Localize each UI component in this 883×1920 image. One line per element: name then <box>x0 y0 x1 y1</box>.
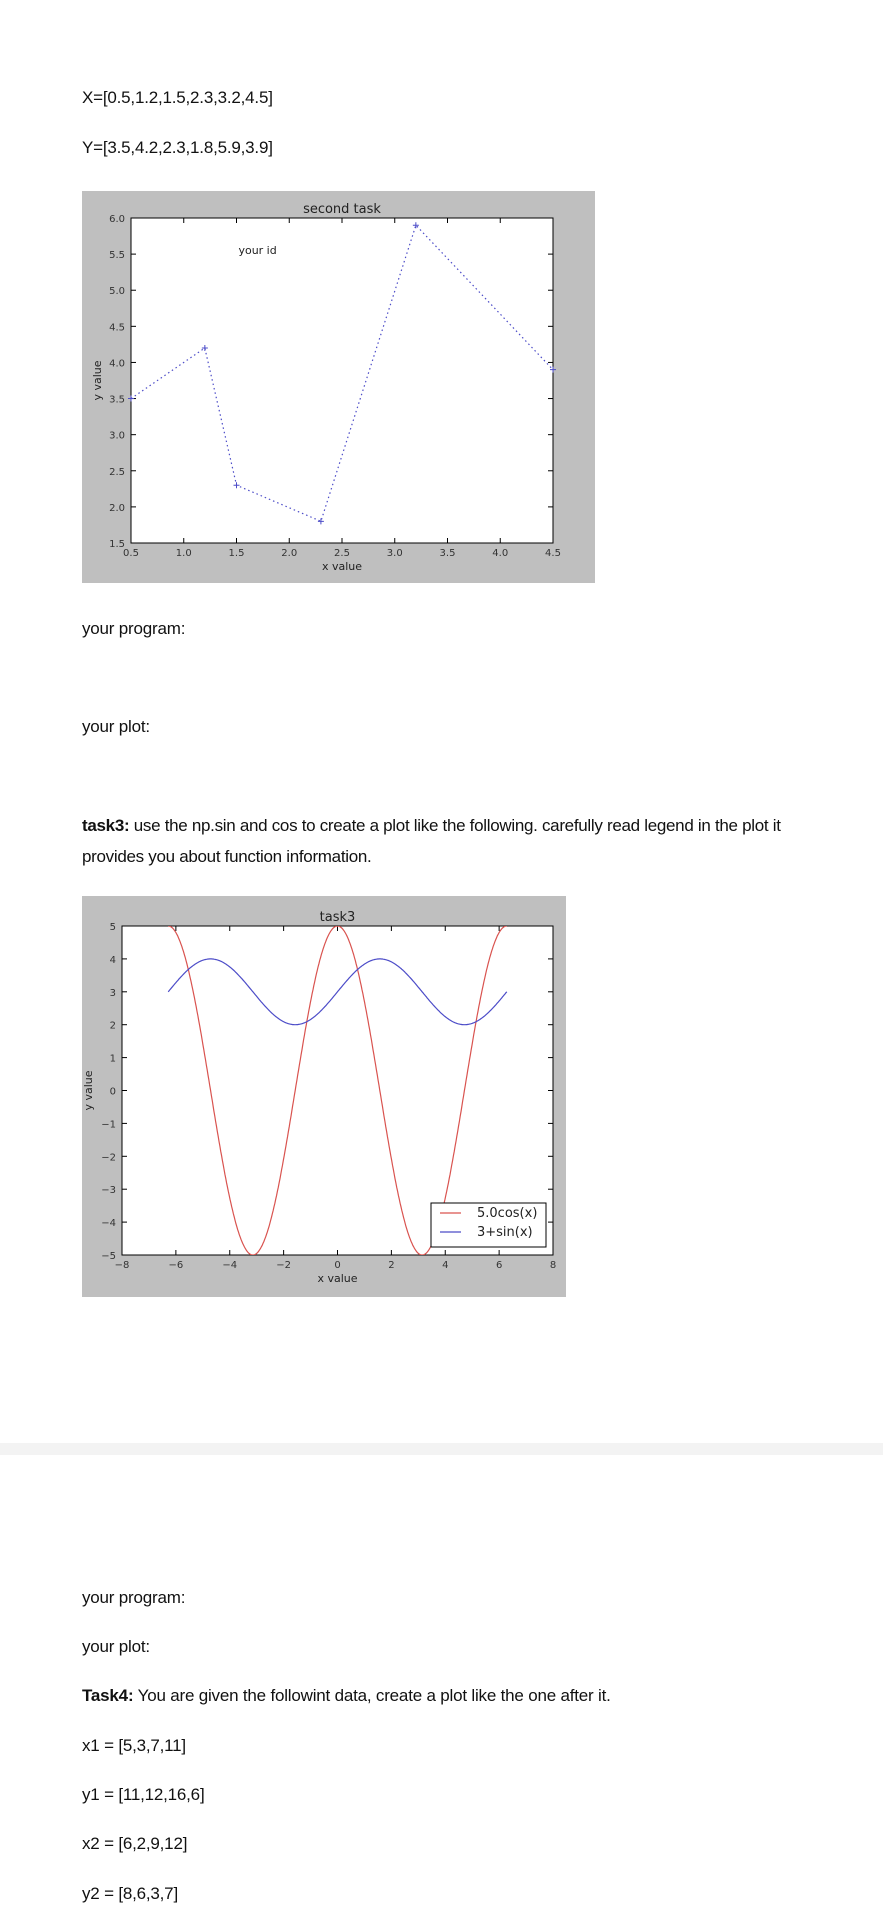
legend-label: 3+sin(x) <box>477 1225 533 1240</box>
figure-task3 <box>82 896 566 1297</box>
task3-text: use the np.sin and cos to create a plot like the following. carefully read legend in the plot it provides you about function information. <box>82 816 781 866</box>
document-page-2 <box>0 1455 883 1920</box>
x-tick-label: 2.0 <box>281 548 298 559</box>
y-tick-label: 3 <box>109 987 116 999</box>
y-tick-label: −5 <box>101 1251 116 1262</box>
y-tick-label: 3.5 <box>109 394 125 406</box>
y-tick-label: 0 <box>109 1086 116 1098</box>
y-data-line: Y=[3.5,4.2,2.3,1.8,5.9,3.9] <box>82 138 273 157</box>
page-separator <box>0 1443 883 1455</box>
x2-data-line: x2 = [6,2,9,12] <box>82 1834 188 1853</box>
y-tick-label: −4 <box>101 1218 116 1230</box>
x-tick-label: −6 <box>168 1260 184 1271</box>
x-tick-label: 2.5 <box>334 548 350 559</box>
chart-title: second task <box>303 202 381 217</box>
chart-title: task3 <box>319 910 356 925</box>
y-tick-label: 2 <box>109 1020 116 1032</box>
your-program-label-2: your program: <box>82 1588 186 1607</box>
x-tick-label: 1.5 <box>228 548 245 559</box>
second-task-chart <box>82 191 595 583</box>
y-tick-label: −1 <box>101 1119 116 1131</box>
y-tick-label: 4 <box>109 954 116 966</box>
x-tick-label: 3.5 <box>439 548 456 559</box>
x-tick-label: −2 <box>276 1260 291 1271</box>
plot-area <box>131 218 553 543</box>
x-tick-label: −8 <box>114 1260 130 1271</box>
chart-annotation: your id <box>238 244 277 258</box>
x-tick-label: −4 <box>222 1260 238 1271</box>
y-tick-label: 3.0 <box>109 430 125 442</box>
x-tick-label: 4.0 <box>492 548 509 559</box>
task3-label: task3: <box>82 816 130 835</box>
x-tick-label: 3.0 <box>386 548 403 559</box>
y-tick-label: 5.0 <box>109 286 125 298</box>
x1-data-line: x1 = [5,3,7,11] <box>82 1736 186 1755</box>
task3-paragraph <box>82 810 822 872</box>
y-tick-label: 2.5 <box>109 466 125 478</box>
x-tick-label: 4.5 <box>545 548 561 559</box>
y-tick-label: 2.0 <box>109 502 125 514</box>
x-tick-label: 1.0 <box>175 548 192 559</box>
task3-chart <box>82 896 566 1297</box>
y-tick-label: 1.5 <box>109 539 125 550</box>
y1-data-line: y1 = [11,12,16,6] <box>82 1785 205 1804</box>
task4-label: Task4: <box>82 1686 134 1705</box>
figure-second-task <box>82 191 595 583</box>
x-tick-label: 8 <box>549 1260 557 1271</box>
x-tick-label: 0.5 <box>123 548 139 559</box>
legend-label: 5.0cos(x) <box>477 1206 538 1221</box>
y-tick-label: 5 <box>109 922 116 933</box>
x-tick-label: 4 <box>442 1260 449 1271</box>
y2-data-line: y2 = [8,6,3,7] <box>82 1884 178 1903</box>
y-tick-label: −2 <box>101 1152 116 1164</box>
x-axis-label: x value <box>317 1272 358 1285</box>
x-tick-label: 2 <box>388 1260 395 1271</box>
y-tick-label: 4.5 <box>109 322 125 334</box>
y-tick-label: 4.0 <box>109 358 125 370</box>
y-axis-label: y value <box>82 1070 95 1111</box>
y-tick-label: 6.0 <box>109 214 125 225</box>
y-tick-label: 5.5 <box>109 250 125 262</box>
task4-paragraph <box>82 1686 611 1706</box>
your-plot-label-2: your plot: <box>82 1637 150 1656</box>
x-data-line: X=[0.5,1.2,1.5,2.3,3.2,4.5] <box>82 88 273 107</box>
your-plot-label-1: your plot: <box>82 717 150 736</box>
task4-text: You are given the followint data, create a plot like the one after it. <box>133 1686 611 1705</box>
x-tick-label: 6 <box>495 1260 503 1271</box>
y-tick-label: −3 <box>101 1185 116 1197</box>
your-program-label-1: your program: <box>82 619 186 638</box>
x-tick-label: 0 <box>334 1260 341 1271</box>
y-tick-label: 1 <box>109 1053 116 1065</box>
x-axis-label: x value <box>321 560 363 573</box>
y-axis-label: y value <box>91 360 104 401</box>
